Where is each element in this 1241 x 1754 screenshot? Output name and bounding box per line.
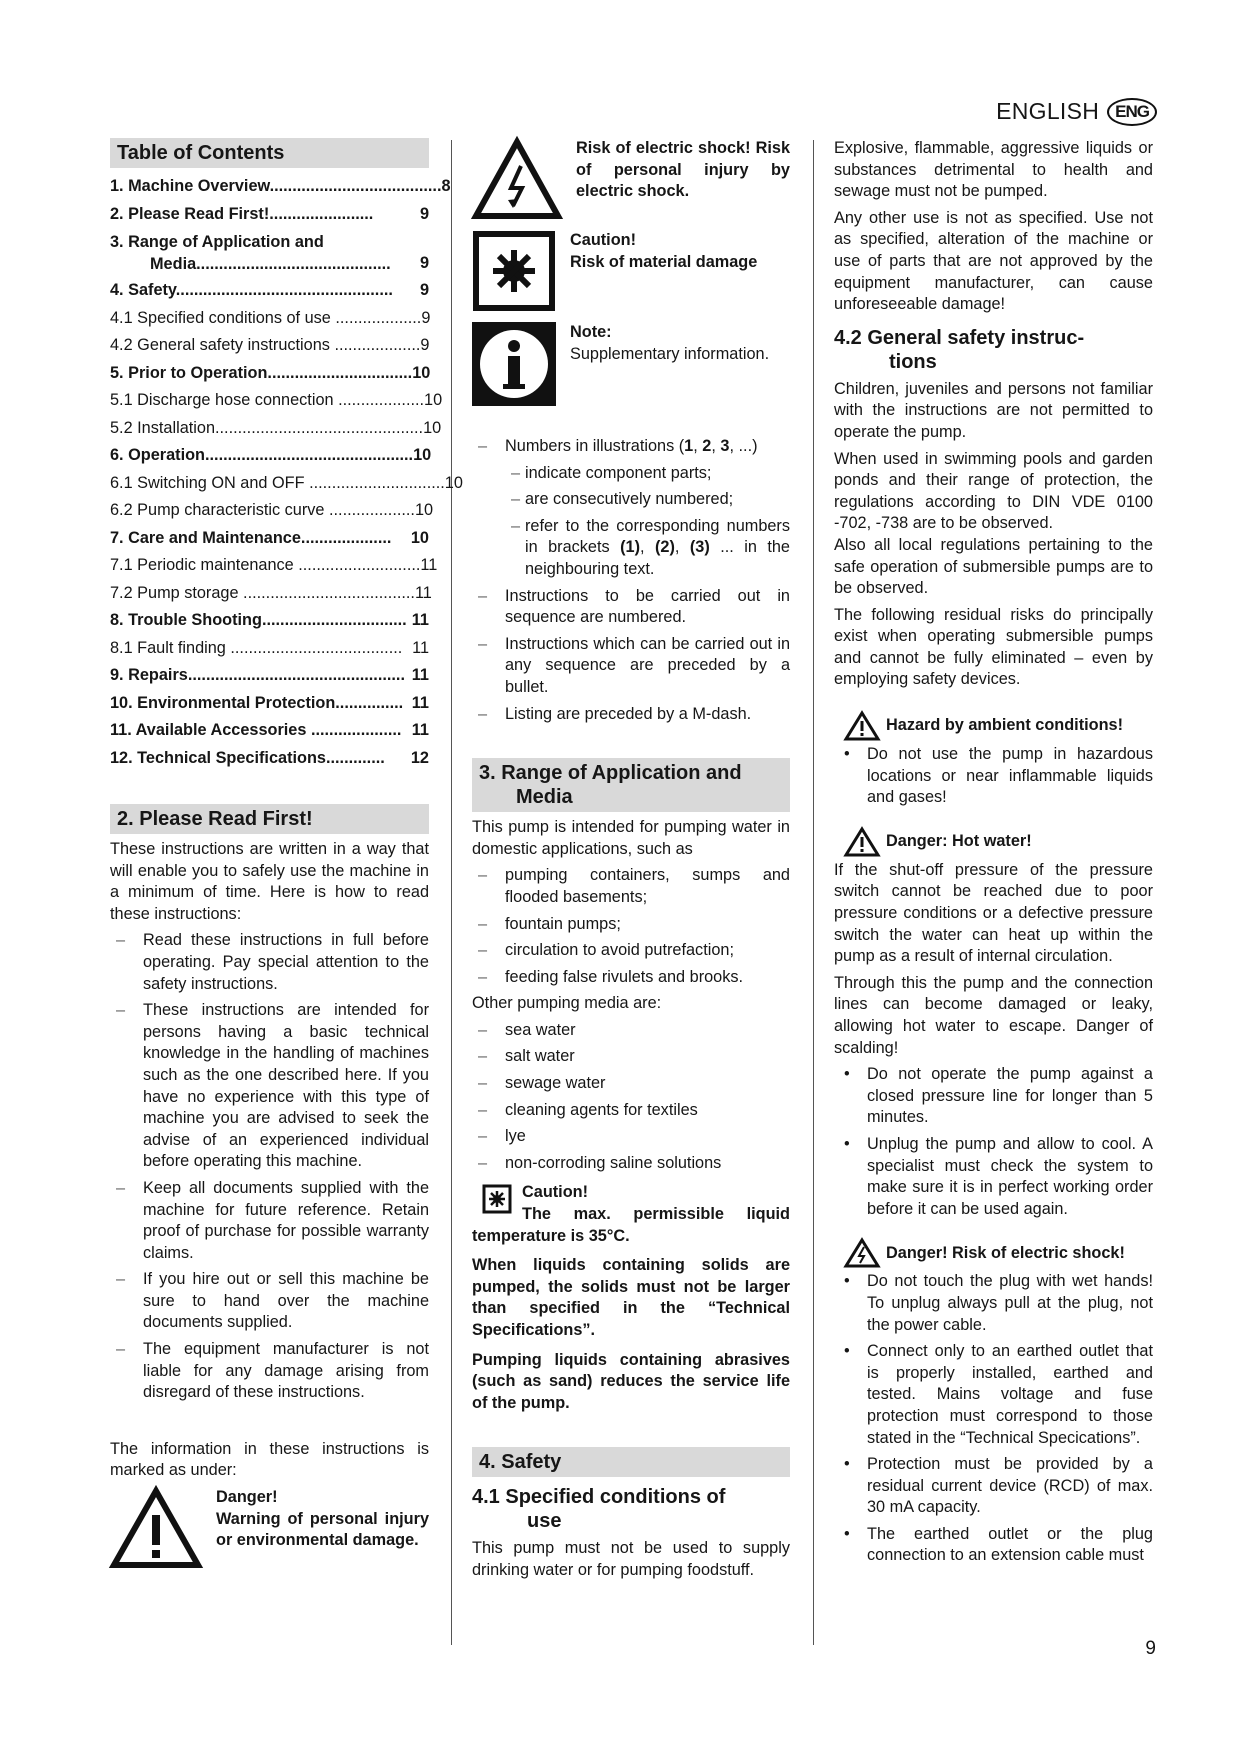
- section-title-range: 3. Range of Application and Media: [472, 758, 790, 812]
- list-item: – lye: [472, 1126, 790, 1148]
- list-item: – Instructions to be carried out in sequence are numbered.: [472, 586, 790, 629]
- list-item: – Listing are preceded by a M-dash.: [472, 704, 790, 726]
- table-of-contents: [110, 173, 463, 772]
- list-item: • Do not use the pump in hazardous locations or near inflammable liquids and gases!: [834, 744, 1153, 809]
- caution-title: Caution!: [522, 1183, 589, 1202]
- danger-text: Warning of personal injury or environmental damage.: [216, 1509, 429, 1550]
- caution-symbol-block: [472, 230, 790, 312]
- electric-shock-icon: [844, 1238, 880, 1268]
- hot-water-heading: Danger: Hot water!: [834, 827, 1153, 857]
- toc-entry[interactable]: 8.1 Fault finding ...................................... 11: [110, 638, 429, 657]
- danger-symbol-block: [110, 1487, 429, 1569]
- list-item: – These instructions are intended for persons having a basic technical knowledge in the handling of machines such as the one described here. If you have no experience with this type of machine you are advised to seek the advise of an experienced individual before operating this machine.: [110, 1000, 429, 1173]
- electric-symbol-block: [472, 138, 790, 220]
- note-text: Supplementary information.: [570, 344, 770, 363]
- toc-entry[interactable]: 6.2 Pump characteristic curve ................... 10: [110, 501, 434, 519]
- safety-paragraph: Children, juveniles and persons not familiar with the instructions are not permitted to operate the pump.: [834, 379, 1153, 441]
- toc-entry[interactable]: 7.2 Pump storage ...................................... 11: [110, 583, 432, 602]
- list-item: – Instructions which can be carried out in any sequence are preceded by a bullet.: [472, 634, 790, 699]
- toc-entry[interactable]: 5.1 Discharge hose connection ................... 10: [110, 391, 443, 409]
- toc-entry[interactable]: 10. Environmental Protection............... 11: [110, 693, 429, 712]
- toc-entry[interactable]: 5. Prior to Operation................................ 10: [110, 363, 431, 382]
- caution-temperature: The max. permissible liquid temperature is 35°C.: [472, 1205, 790, 1245]
- note-title: Note:: [570, 323, 612, 341]
- list-item: • Do not touch the plug with wet hands! To unplug always pull at the plug, not the power cable.: [834, 1271, 1153, 1336]
- column-divider: [813, 140, 814, 1645]
- sub-list-item: – refer to the corresponding numbers in brackets (1), (2), (3) ... in the neighbouring text.: [505, 516, 790, 581]
- list-item: – Read these instructions in full before operating. Pay special attention to the safety instructions.: [110, 930, 429, 995]
- toc-entry[interactable]: 3. Range of Application and Media........................................... 9: [110, 233, 429, 273]
- electric-warning-text: Risk of electric shock! Risk of personal injury by electric shock.: [576, 139, 790, 201]
- list-item: • Do not operate the pump against a closed pressure line for longer than 5 minutes.: [834, 1064, 1153, 1129]
- list-item: – feeding false rivulets and brooks.: [472, 967, 790, 989]
- hot-water-text: If the shut-off pressure of the pressure switch cannot be reached due to poor pressure conditions or a defective pressure switch the water can heat up within the pump as a result of internal circulation.: [834, 860, 1153, 966]
- note-symbol-block: [472, 322, 790, 406]
- list-item: – Keep all documents supplied with the machine for future reference. Retain proof of purchase for possible warranty claims.: [110, 1178, 429, 1264]
- language-badge: ENG: [1107, 98, 1157, 126]
- marked-as-text: The information in these instructions is marked as under:: [110, 1439, 429, 1480]
- list-item: – Numbers in illustrations (1, 2, 3, ...): [472, 436, 790, 458]
- sub-list-item: – indicate component parts;: [505, 463, 790, 485]
- safety-paragraph: Also all local regulations pertaining to the safe operation of submersible pumps are to be observed.: [834, 535, 1153, 598]
- list-item: – sewage water: [472, 1073, 790, 1095]
- specified-use-continued: Explosive, flammable, aggressive liquids or substances detrimental to health and sewage must not be pumped.: [834, 139, 1153, 201]
- read-first-intro: These instructions are written in a way that will enable you to safely use the machine in a minimum of time. Here is how to read these instructions:: [110, 840, 429, 923]
- subsection-title-4-2: 4.2 General safety instruc- tions: [834, 326, 1085, 373]
- danger-title: Danger!: [216, 1488, 278, 1507]
- list-item: • Protection must be provided by a residual current device (RCD) of max. 30 mA capacity.: [834, 1454, 1153, 1519]
- abrasives-note: Pumping liquids containing abrasives (such as sand) reduces the service life of the pump.: [472, 1350, 790, 1412]
- caution-note: [472, 1182, 790, 1247]
- list-item: • The earthed outlet or the plug connection to an extension cable must: [834, 1524, 1153, 1567]
- list-item: – pumping containers, sumps and flooded basements;: [472, 865, 790, 908]
- hot-water-text: Through this the pump and the connection lines can become damaged or leaky, allowing hot water to escape. Danger of scalding!: [834, 973, 1153, 1057]
- language-label: ENGLISH: [996, 98, 1100, 125]
- toc-entry[interactable]: 5.2 Installation.............................................. 10: [110, 418, 442, 437]
- column-left: [110, 138, 463, 1579]
- toc-entry[interactable]: 7.1 Periodic maintenance ........................... 11: [110, 556, 438, 574]
- warning-triangle-icon: [844, 711, 880, 741]
- toc-title: Table of Contents: [110, 138, 429, 168]
- toc-entry[interactable]: 4.1 Specified conditions of use ................... 9: [110, 308, 431, 327]
- list-item: – salt water: [472, 1046, 790, 1068]
- column-divider: [451, 140, 452, 1645]
- warning-triangle-icon: [844, 827, 880, 857]
- electric-shock-icon: [472, 138, 562, 220]
- toc-entry[interactable]: 6. Operation.............................................. 10: [110, 446, 432, 464]
- toc-entry[interactable]: 2. Please Read First!....................... 9: [110, 204, 429, 223]
- other-media-label: Other pumping media are:: [472, 994, 662, 1013]
- safety-paragraph: When used in swimming pools and garden ponds and their range of protection, the regulations according to DIN VDE 0100 -702, -738 are to be observed.: [834, 449, 1153, 533]
- toc-entry[interactable]: 12. Technical Specifications............. 12: [110, 748, 429, 767]
- toc-entry[interactable]: 6.1 Switching ON and OFF .............................. 10: [110, 473, 463, 492]
- toc-entry[interactable]: 8. Trouble Shooting................................ 11: [110, 611, 429, 629]
- other-use-text: Any other use is not as specified. Use not as specified, alteration of the machine or use of parts that are not approved by the equipment manufacturer, can cause unforeseeable damage!: [834, 208, 1153, 314]
- sub-list-item: – are consecutively numbered;: [505, 489, 790, 511]
- info-icon: [472, 322, 556, 406]
- list-item: – fountain pumps;: [472, 914, 790, 936]
- page-number: 9: [1145, 1638, 1156, 1659]
- caution-text: Risk of material damage: [570, 252, 758, 271]
- caution-title: Caution!: [570, 231, 637, 249]
- toc-entry[interactable]: 11. Available Accessories .................... 11: [110, 721, 429, 739]
- specified-use-text: This pump must not be used to supply drinking water or for pumping foodstuff.: [472, 1539, 790, 1579]
- list-item: – circulation to avoid putrefaction;: [472, 940, 790, 962]
- list-item: • Connect only to an earthed outlet that is properly installed, earthed and tested. Mains voltage and fuse protection must correspond to those stated in the “Technical Specications”.: [834, 1341, 1153, 1449]
- list-item: – cleaning agents for textiles: [472, 1100, 790, 1122]
- material-damage-icon: [472, 230, 556, 312]
- toc-entry[interactable]: 4.2 General safety instructions ................... 9: [110, 336, 430, 354]
- list-item: – The equipment manufacturer is not liable for any damage arising from disregard of these instructions.: [110, 1339, 429, 1404]
- list-item: – If you hire out or sell this machine be sure to hand over the machine documents supplied.: [110, 1269, 429, 1334]
- toc-entry[interactable]: 7. Care and Maintenance.................... 10: [110, 528, 429, 547]
- material-damage-icon: [482, 1184, 512, 1214]
- toc-entry[interactable]: 4. Safety................................................ 9: [110, 281, 429, 299]
- list-item: • Unplug the pump and allow to cool. A specialist must check the system to make sure it is in perfect working order before it can be used again.: [834, 1134, 1153, 1220]
- hazard-heading: Hazard by ambient conditions!: [834, 711, 1153, 741]
- warning-triangle-icon: [110, 1487, 202, 1569]
- safety-paragraph: The following residual risks do principally exist when operating submersible pumps and cannot be fully eliminated – even by employing safety devices.: [834, 605, 1153, 689]
- language-header: [996, 98, 1157, 126]
- section-title-safety: 4. Safety: [472, 1447, 790, 1477]
- solids-note: When liquids containing solids are pumped, the solids must not be larger than specified in the “Technical Specifications”.: [472, 1256, 790, 1339]
- range-intro: This pump is intended for pumping water in domestic applications, such as: [472, 818, 790, 858]
- toc-entry[interactable]: 9. Repairs................................................ 11: [110, 666, 429, 684]
- list-item: – non-corroding saline solutions: [472, 1153, 790, 1175]
- subsection-title-4-1: 4.1 Specified conditions of use: [472, 1486, 726, 1533]
- list-item: – sea water: [472, 1020, 790, 1042]
- column-middle: [472, 138, 790, 1587]
- section-title-read-first: 2. Please Read First!: [110, 804, 429, 834]
- toc-entry[interactable]: 1. Machine Overview...................................... 8: [110, 177, 451, 195]
- column-right: [834, 138, 1153, 1572]
- electric-shock-heading: Danger! Risk of electric shock!: [834, 1238, 1153, 1268]
